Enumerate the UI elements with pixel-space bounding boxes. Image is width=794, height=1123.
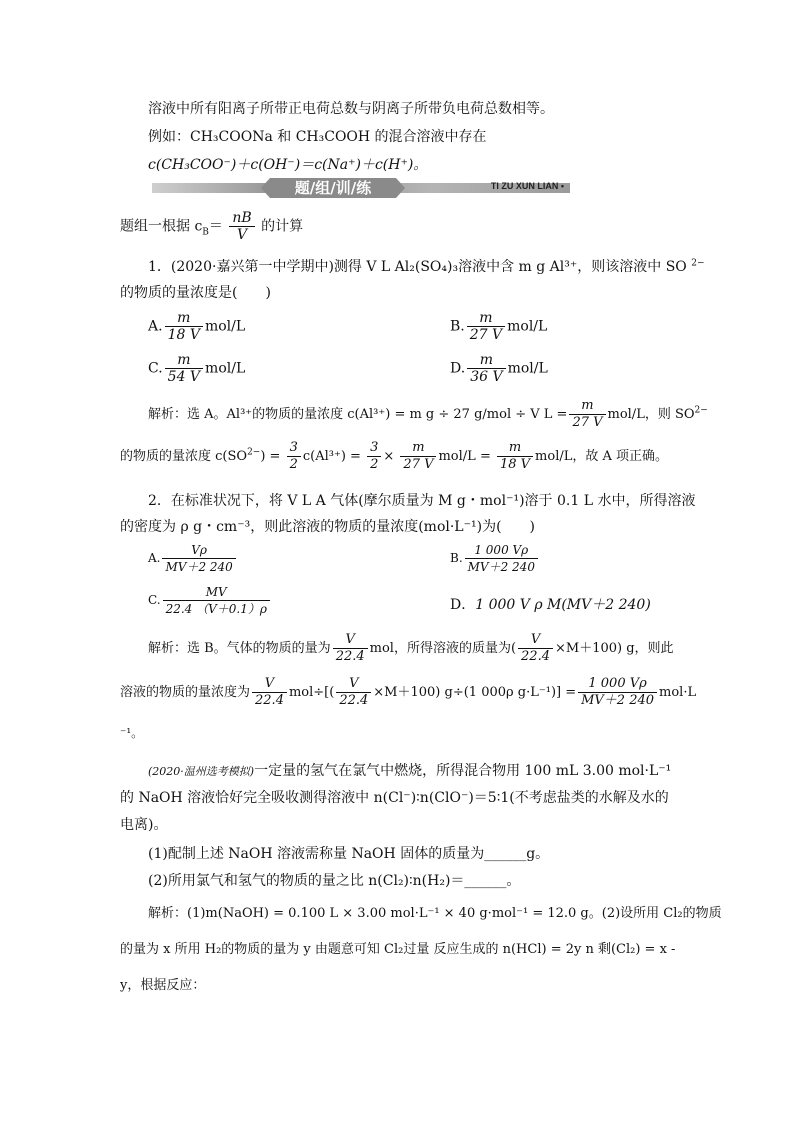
q2-stem-line2: 的密度为 ρ g・cm⁻³，则此溶液的物质的量浓度(mol·L⁻¹)为( ) <box>120 519 535 535</box>
q2-option-c: C. $\frac{MV}{22.4 (V+0.1)\rho}$ <box>148 584 272 617</box>
q1-option-c: C. $\frac{m}{54 V}$ mol/L <box>148 352 246 385</box>
banner-subtitle: TI ZU XUN LIAN • <box>490 181 564 191</box>
q1-option-b: B. $\frac{m}{27 V}$ mol/L <box>450 310 548 343</box>
q2-answer-line2: 溶液的物质的量浓度为 $\frac{V}{22.4}$ mol÷[( $\frac{V}{22.4}$ ×M＋100) g÷(1 000ρ g·L⁻¹)] = $\frac{1 000 V\rho}{MV+2 240}$ mol·L <box>120 676 697 708</box>
group-fraction: $\frac{nB}{V}$ <box>229 210 254 243</box>
q3-stem-line1: (2020·温州选考模拟)一定量的氢气在氯气中燃烧，所得混合物用 100 mL 3.00 mol·L⁻¹ <box>148 763 672 779</box>
q1-stem-line2: 的物质的量浓度是( ) <box>120 285 271 301</box>
intro-line-1: 溶液中所有阳离子所带正电荷总数与阴离子所带负电荷总数相等。 <box>148 101 554 117</box>
q2-answer-line3: ⁻¹。 <box>120 726 144 740</box>
q3-answer-line1: 解析：(1)m(NaOH) = 0.100 L × 3.00 mol·L⁻¹ × 40 g·mol⁻¹ = 12.0 g。(2)设所用 Cl₂的物质 <box>148 906 722 921</box>
group-label-end: 的计算 <box>261 218 304 235</box>
group-heading <box>120 210 303 243</box>
q2-answer-line1: 解析：选 B。气体的物质的量为 $\frac{V}{22.4}$ mol，所得溶液的质量为( $\frac{V}{22.4}$ ×M＋100) g，则此 <box>148 632 674 664</box>
group-label-sub: B <box>202 227 209 238</box>
q1-answer-line2: 的物质的量浓度 $c(SO^{2-})$ = $\frac{3}{2}$ c(Al³⁺) = $\frac{3}{2}$ × $\frac{m}{27 V}$ mol/L = $\frac{m}{18 V}$ mol/L，故 A 项正确。 <box>120 440 669 472</box>
q1-answer-line1: 解析：选 A。Al³⁺的物质的量浓度 c(Al³⁺) = m g ÷ 27 g/mol ÷ V L = $\frac{m}{27 V}$ mol/L，则 $SO^{2-}$ <box>148 398 708 430</box>
q3-stem-line2: 的 NaOH 溶液恰好完全吸收测得溶液中 n(Cl⁻)∶n(ClO⁻)＝5∶1(不考虑盐类的水解及水的 <box>120 790 669 806</box>
q2-option-d: D．1 000 V ρ M(MV＋2 240) <box>450 597 651 613</box>
q3-stem-line3: 电离)。 <box>120 817 168 833</box>
q3-answer-line2: 的量为 x 所用 H₂的物质的量为 y 由题意可知 Cl₂过量 反应生成的 n(HCl) = 2y n 剩(Cl₂) = x - <box>120 942 676 957</box>
section-banner <box>152 178 570 198</box>
intro-line-2: 例如：CH₃COONa 和 CH₃COOH 的混合溶液中存在 <box>148 129 487 145</box>
q2-stem-line1: 2．在标准状况下，将 V L A 气体(摩尔质量为 M g・mol⁻¹)溶于 0.1 L 水中，所得溶液 <box>148 493 696 509</box>
q3-part-2: (2)所用氯气和氢气的物质的量之比 n(Cl₂)∶n(H₂)＝______。 <box>148 873 521 889</box>
q1-stem-line1: 1．(2020·嘉兴第一中学期中)测得 V L Al₂(SO₄)₃溶液中含 m g Al³⁺，则该溶液中 SO $^{2-}$ <box>148 258 705 275</box>
q3-source: (2020·温州选考模拟) <box>148 765 255 778</box>
q1-option-d: D. $\frac{m}{36 V}$ mol/L <box>450 352 548 385</box>
q3-answer-line3: y，根据反应： <box>120 978 206 993</box>
intro-line-3: c(CH₃COO⁻)＋c(OH⁻)＝c(Na⁺)＋c(H⁺)。 <box>148 157 428 173</box>
q2-option-a: A. $\frac{V\rho}{MV+2 240}$ <box>148 542 238 575</box>
q3-part-1: (1)配制上述 NaOH 溶液需称量 NaOH 固体的质量为______g。 <box>148 846 550 862</box>
banner-title: 题/组/训/练 <box>270 178 396 198</box>
group-label-eq: ＝ <box>208 218 223 235</box>
q2-option-b: B. $\frac{1 000 V\rho}{MV+2 240}$ <box>450 542 540 575</box>
group-label: 题组一根据 c <box>120 218 203 235</box>
q1-option-a: A. $\frac{m}{18 V}$ mol/L <box>148 310 246 343</box>
